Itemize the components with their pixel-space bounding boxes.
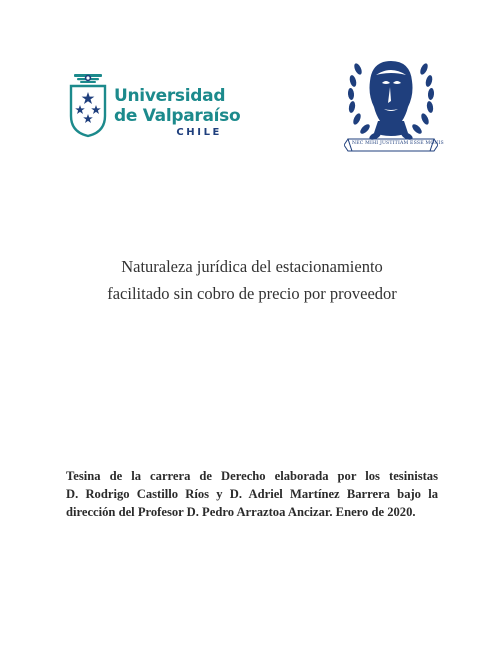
thesis-line-2: D. Rodrigo Castillo Ríos y D. Adriel Martínez Barrera bajo la: [66, 487, 438, 501]
emblem-motto: NEC MIHI JUSTITIAM ESSE MONIS: [352, 141, 444, 146]
title-line-2: facilitado sin cobro de precio por proveedor: [107, 284, 397, 303]
title-line-1: Naturaleza jurídica del estacionamiento: [121, 257, 383, 276]
document-title: [60, 253, 444, 307]
university-wordmark: [114, 86, 241, 138]
thesis-line-3: dirección del Profesor D. Pedro Arraztoa Ancizar. Enero de 2020.: [66, 505, 416, 519]
thesis-line-1: Tesina de la carrera de Derecho elaborada por los tesinistas: [66, 469, 438, 483]
university-name-line1: Universidad: [114, 86, 226, 106]
thesis-description: [66, 467, 438, 521]
university-logo: [68, 72, 241, 144]
university-country: CHILE: [176, 127, 222, 138]
shield-stars-icon: [68, 72, 108, 138]
university-name-line2: de Valparaíso: [114, 106, 241, 126]
